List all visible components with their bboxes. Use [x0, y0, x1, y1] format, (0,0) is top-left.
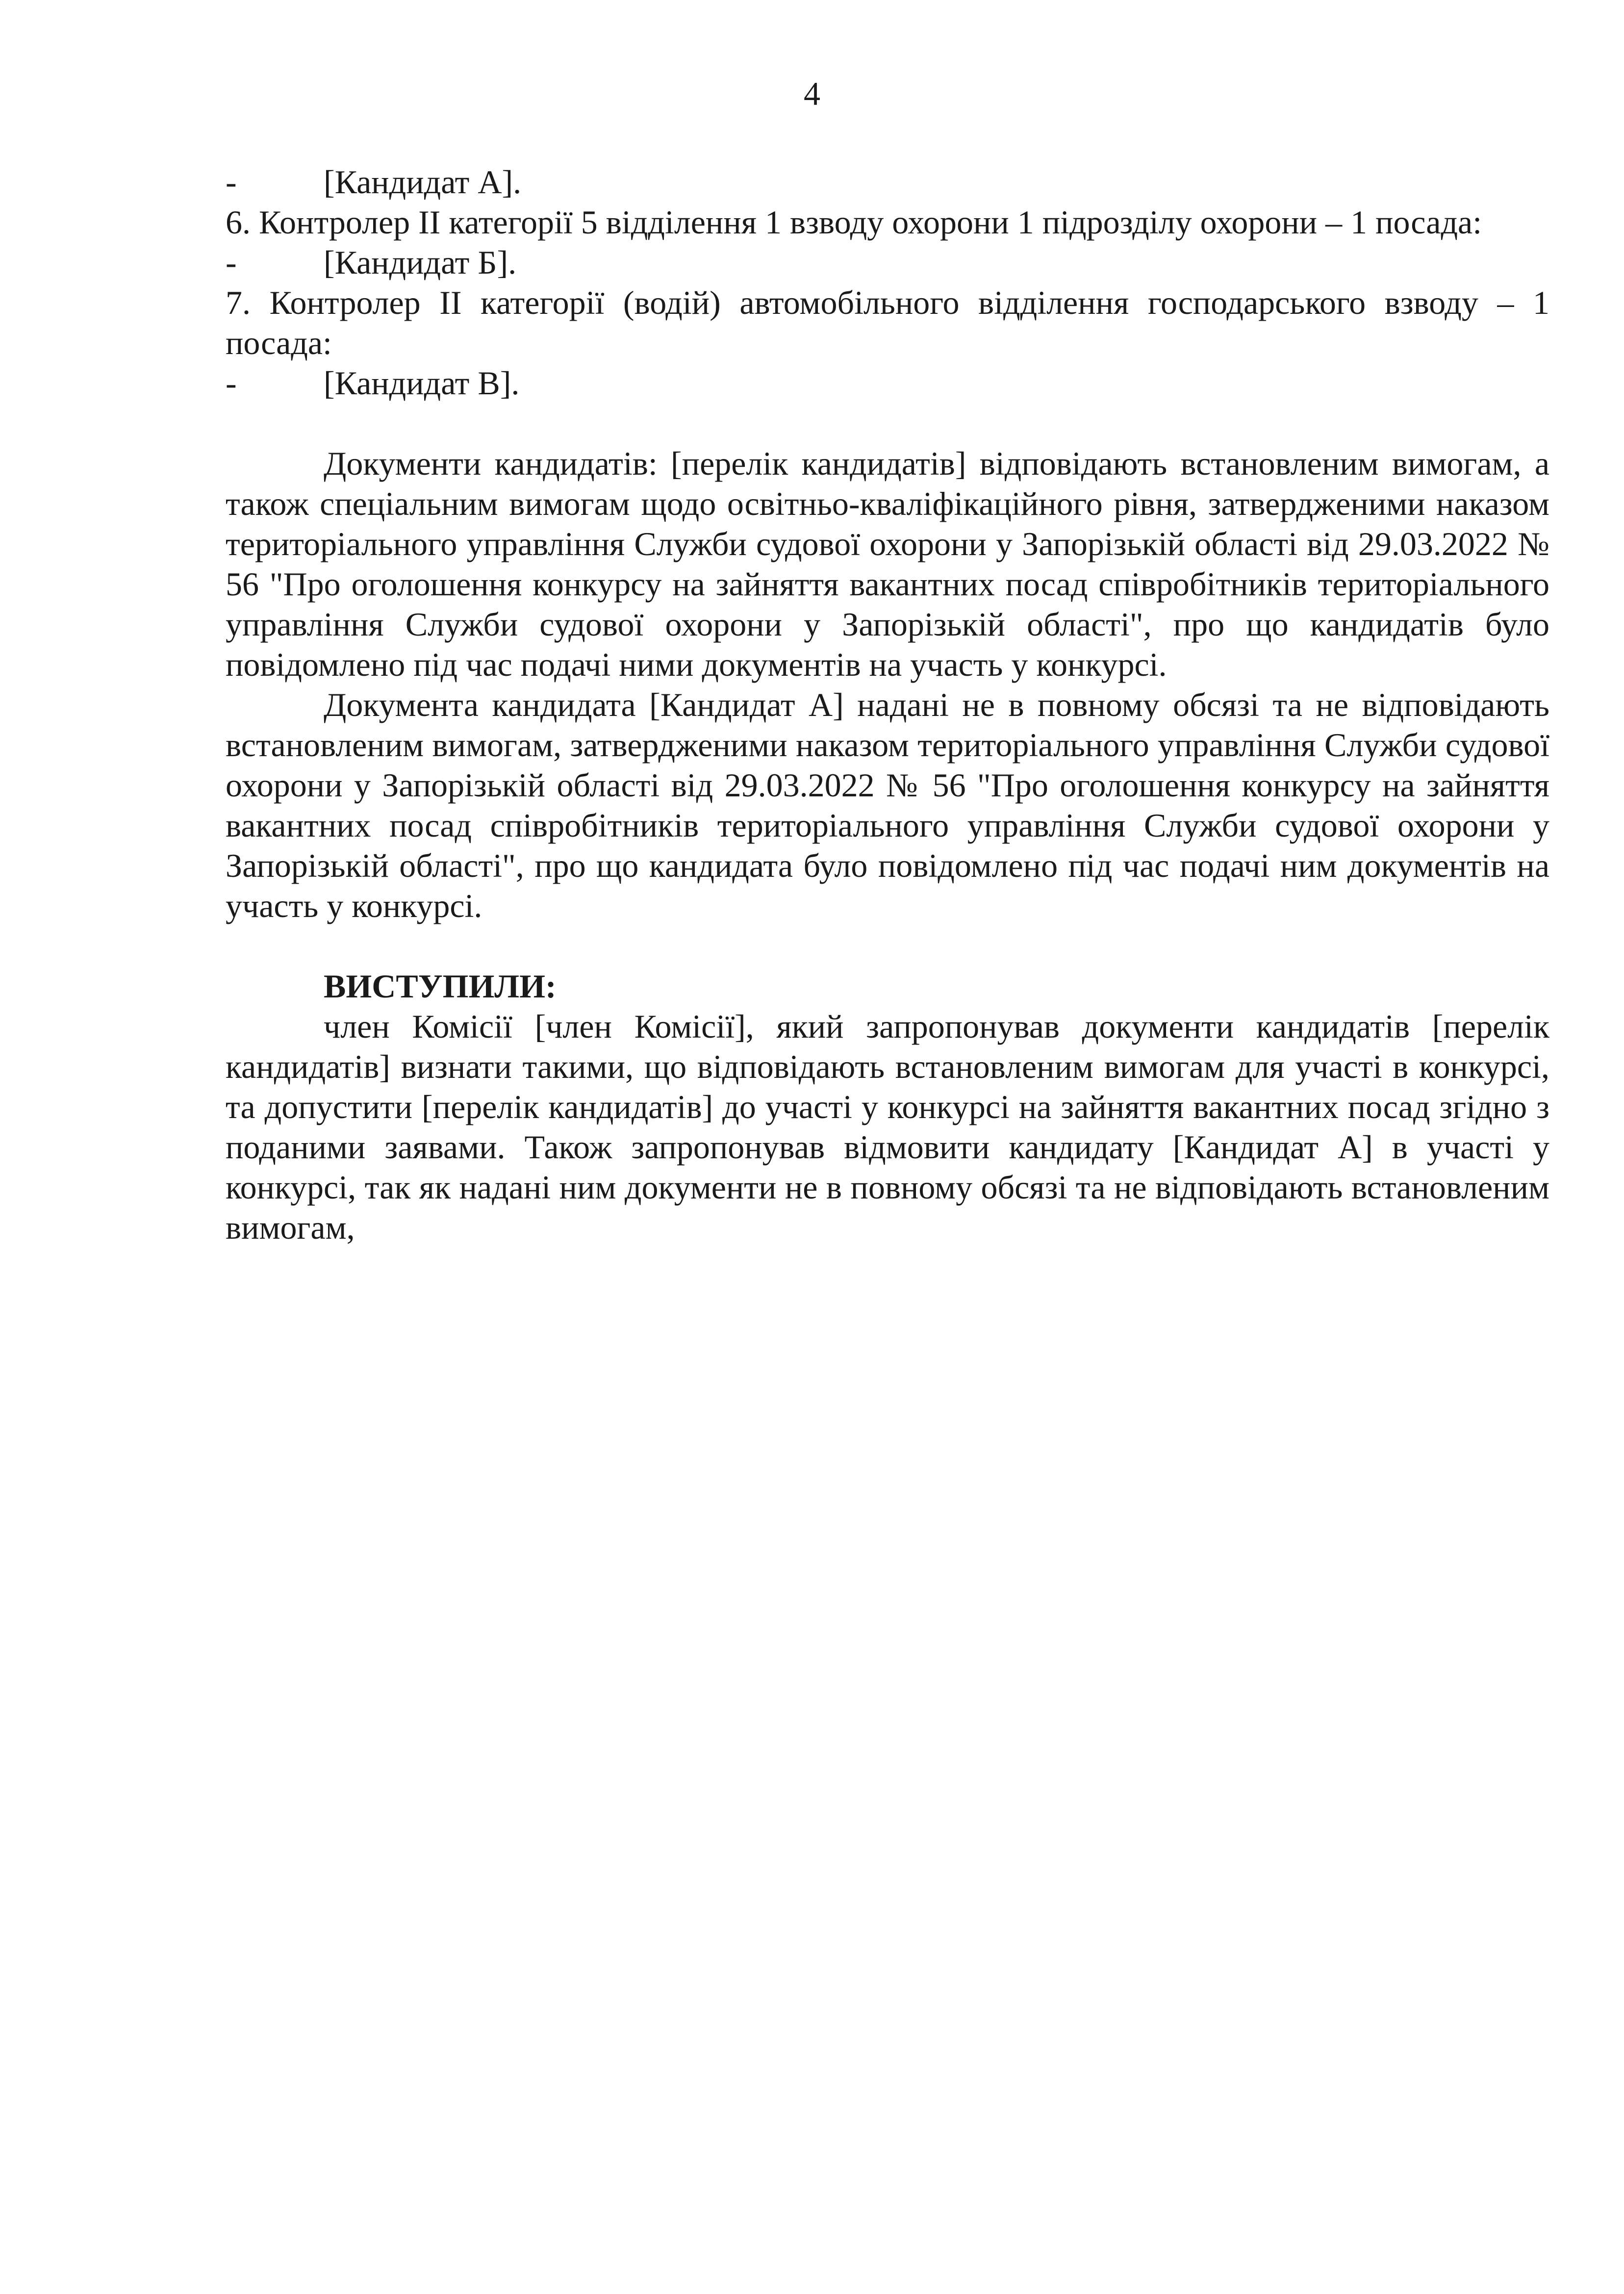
candidate-name: [Кандидат Б].	[324, 244, 517, 281]
body-paragraph: Документи кандидатів: [перелік кандидатів] відповідають встановленим вимогам, а також спеціальним вимогам щодо освітньо-кваліфікаційного рівня, затвердженими наказом територіального управління Служби судової охорони у Запорізькій області від 29.03.2022 № 56 "Про оголошення конкурсу на зайняття вакантних посад співробітників територіального управління Служби судової охорони у Запорізькій області", про що кандидатів було повідомлено під час подачі ними документів на участь у конкурсі.	[226, 445, 1549, 683]
page-number: 4	[804, 75, 820, 112]
list-dash: -	[226, 163, 237, 201]
position-title: 6. Контролер ІІ категорії 5 відділення 1 взводу охорони 1 підрозділу охорони – 1 посада:	[226, 204, 1482, 241]
section-heading: ВИСТУПИЛИ:	[324, 968, 557, 1005]
body-paragraph: Документа кандидата [Кандидат А] надані не в повному обсязі та не відповідають встановленим вимогам, затвердженими наказом територіального управління Служби судової охорони у Запорізькій області від 29.03.2022 № 56 "Про оголошення конкурсу на зайняття вакантних посад співробітників територіального управління Служби судової охорони у Запорізькій області", про що кандидата було повідомлено під час подачі ним документів на участь у конкурсі.	[226, 686, 1549, 924]
candidate-line	[226, 242, 1549, 282]
candidate-line	[226, 162, 1549, 202]
body-paragraph: член Комісії [член Комісії], який запропонував документи кандидатів [перелік кандидатів] визнати такими, що відповідають встановленим вимогам для участі в конкурсі, та допустити [перелік кандидатів] до участі у конкурсі на зайняття вакантних посад згідно з поданими заявами. Також запропонував відмовити кандидату [Кандидат А] в участі у конкурсі, так як надані ним документи не в повному обсязі та не відповідають встановленим вимогам,	[226, 1008, 1549, 1246]
list-dash: -	[226, 364, 237, 402]
candidate-line	[226, 363, 1549, 403]
document-body	[226, 162, 1549, 1248]
list-dash: -	[226, 244, 237, 281]
candidate-name: [Кандидат А].	[324, 163, 522, 201]
candidate-name: [Кандидат В].	[324, 364, 520, 402]
position-title: 7. Контролер ІІ категорії (водій) автомобільного відділення господарського взводу – 1 посада:	[226, 284, 1549, 361]
